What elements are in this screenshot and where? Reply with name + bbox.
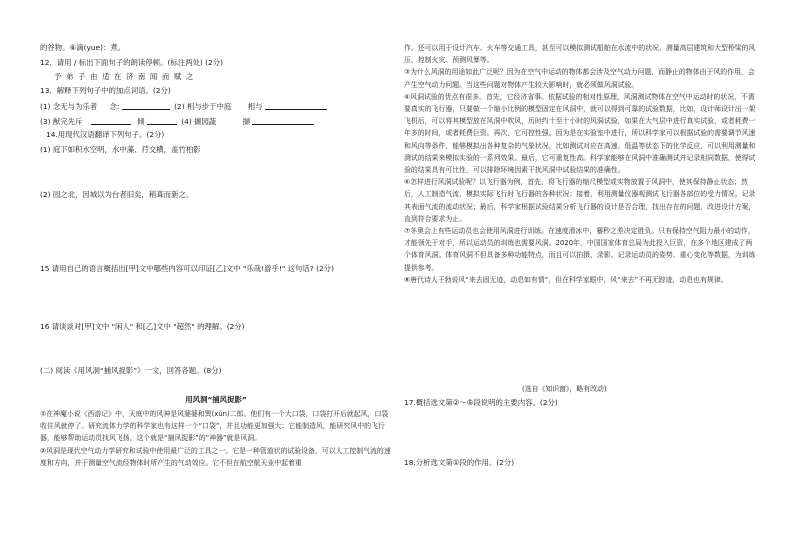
question-16: 16 请谈谈对[甲]文中 "闲人" 和[乙]文中 "超然" 的理解。(2分) xyxy=(40,322,245,331)
question-12-sentence: 予弟子由适在济南闻而赋之 xyxy=(54,72,198,81)
question-18: 18.分析选文第①段的作用。(2分) xyxy=(404,458,515,467)
paragraph-4: ④风洞试验的优点有很多。首先，它经济省事。依据试验的相对性原理，风洞测试物体在空气中运动时的状况，不需要真实的飞行器，只要做一个缩小比例的模型固定在风洞中，就可以得到可靠的试验数据，比如，设计师设计出一架飞机后，可以将其模型放在风洞中吹风，历时约十至十小时的风洞试验，如果在大气层中进行真实试验，或者耗费一年多的时间，或者耗费巨资。再次，它可控性强。因为是在实验室中进行，所以科学家可以根据试验的需要调节风速和风向等条件，能够模拟出各种复杂的气象状况，比如测试对应在高速、低温等状态下的化学反应，可以利用测量和测试的结果来模拟实验的一系列效果。最后，它可重复性高。科学家能够在风洞中准确测试并记录相同数据，使得试验的结果具有可比性，可以排除环境因素干扰风洞中试验结果的准确性。 xyxy=(404,92,756,175)
paragraph-1: ①在神魔小说《西游记》中，天庭中的风神是风婆婆和巽(xùn)二郎。他们有一个大口袋，口袋打开后就起风，口袋收住风就停了。研究流体力学的科学家也有这样一个“口袋”，并且功能更加强大：它能制造风，能研究风中的飞行器，能够帮助运动员找风飞扬，这个就是“捕风捉影”的“神器”就是风洞。 xyxy=(40,410,389,443)
question-14: 14.用现代汉语翻译下列句子。(2分) xyxy=(46,130,165,139)
paragraph-3: ③为什么风洞的用途如此广泛呢？因为在空气中运动的物体都会涉及空气动力问题，而静止的物体由于风的作用，会产生空气动力问题。当这些问题对物体产生较大影响时，就必须做风洞试验。 xyxy=(404,68,755,89)
paragraph-7: ⑦冬奥会上有些运动员也会使用风洞进行训练。在速度滑冰中，蹇秒之差决定胜负。只有保持空气阻力最小的动作，才能领先于对手，所以运动员的训练也需要风洞。2020年，中国国家体育总局为此投入巨资，在多个地区建成了两个体育风洞。体育风洞不但具备多种功能特点，而且可以拍摄、录影、记录运动员的姿势、重心变化等数据，为训练提供参考。 xyxy=(404,227,756,272)
q13-word-3: 倾 xyxy=(137,117,145,126)
q13-item-4: (4) 撷园蔬 xyxy=(181,117,217,126)
article-body-right xyxy=(404,42,758,286)
question-13-row-2 xyxy=(40,116,314,127)
question-12: 12．请用 / 标出下面句子的朗读停顿。(标注两处) (2分) xyxy=(40,58,223,67)
q13-item-2: (2) 相与步于中庭 xyxy=(174,102,232,111)
paragraph-2-continued: 作。还可以用于设计汽车、火车等交通工具，甚至可以模拟测试船舶在水流中的状况、测量高层建筑和大型桥梁的风压、控制火灾、预测风暴等。 xyxy=(404,44,756,65)
answer-blank[interactable] xyxy=(91,116,131,125)
question-13-row-1 xyxy=(40,101,327,112)
answer-blank[interactable] xyxy=(252,116,314,125)
q13-word-2: 相与 xyxy=(247,102,263,111)
answer-blank[interactable] xyxy=(147,116,177,125)
question-14-2: (2) 园之北，因城以为台者旧矣，稍葺而新之。 xyxy=(40,190,194,199)
source-note: (选自《知识窗》，略有改动) xyxy=(522,385,607,393)
q13-item-3: (3) 猷完先斥 xyxy=(40,117,83,126)
q13-word-4: 撷 xyxy=(242,117,250,126)
q13-word-1: 念: xyxy=(109,102,120,111)
question-15: 15 请用自己的语言概括出[甲]文中哪些内容可以印证[乙]文中 "乐哉!游乎!" 这句话? (2分) xyxy=(40,264,334,273)
article-body-left xyxy=(40,408,392,469)
q13-item-1: (1) 念无与为乐者 xyxy=(40,102,98,111)
question-14-1: (1) 庭下如积水空明，水中藻、荇交横，盖竹柏影 xyxy=(40,145,201,154)
answer-blank[interactable] xyxy=(122,101,170,110)
article-title: 用风洞“捕风捉影” xyxy=(185,395,247,404)
annotation-line: 的谷物。⑥滴(yue)：煮。 xyxy=(40,43,126,52)
paragraph-2: ②风洞是现代空气动力学研究和试验中使用最广泛的工具之一。它是一种管道状的试验设备，可以人工控制气流的速度和方向，并于测量空气流经物体时所产生的气动效应。它不但在航空航天业中起着重 xyxy=(40,446,391,467)
section-2-heading: (二) 阅读《用风洞“捕风捉影”》一文，回答各题。(8分) xyxy=(40,366,222,375)
paragraph-6: ⑥怎样进行风洞试验呢？以飞行器为例，首先，将飞行器的缩尺模型或实物放置于风洞中，使其保持静止状态；然后，人工制造气流，模拟实际飞行时飞行器的各种状况；接着，利用测量仪器观测试飞行器各部位的受力情况。记录其表面气流的流动状况；最后，科学家根据试验结果分析飞行器的设计是否合理，找出存在的问题，改进设计方案，直到符合要求为止。 xyxy=(404,178,756,223)
answer-blank[interactable] xyxy=(265,101,327,110)
question-17: 17.概括选文第②～⑤段说明的主要内容。(2分) xyxy=(404,398,558,407)
question-13: 13．解释下列句子中的加点词语。(2分) xyxy=(40,86,171,95)
paragraph-8: ⑧唐代诗人王勃说风“来去固无迹，动息如有情”，但在科学家眼中，风“来去”不再无踪迹，动息也有规律。 xyxy=(404,275,728,284)
